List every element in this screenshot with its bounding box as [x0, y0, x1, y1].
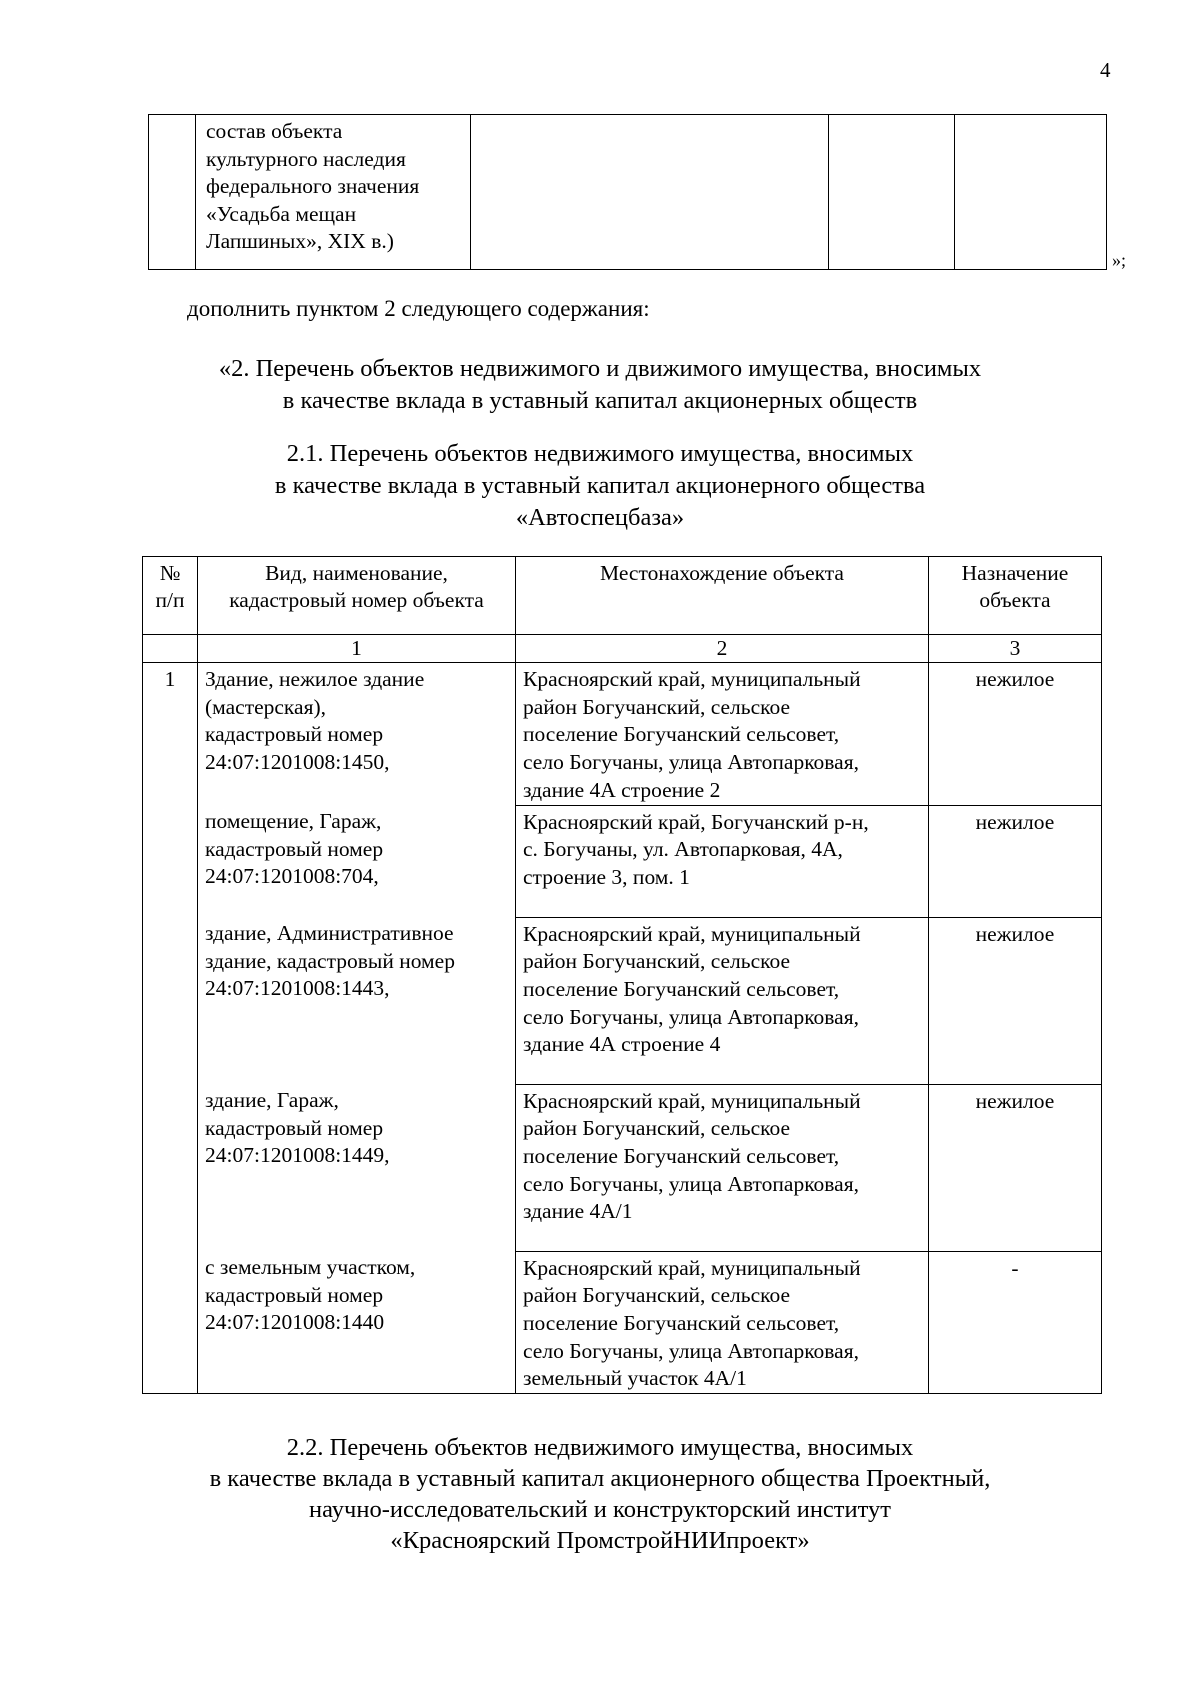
- property-table: [142, 556, 1102, 1394]
- object-purpose-1: нежилое: [929, 663, 1102, 806]
- heading-section-2-2: 2.2. Перечень объектов недвижимого имущества, вносимых в качестве вклада в уставный капитал акционерного общества Проектный, научно-исследовательский и конструкторский институт «Красноярский ПромстройНИИпроект»: [209, 1434, 991, 1554]
- continuation-cell-num: [149, 115, 196, 270]
- column-number-row: [143, 635, 1102, 663]
- object-name-1: Здание, нежилое здание (мастерская), кадастровый номер 24:07:1201008:1450,: [198, 663, 516, 806]
- closing-quote-mark: »;: [1112, 250, 1127, 270]
- column-number-empty: [143, 635, 198, 663]
- object-purpose-3: нежилое: [929, 917, 1102, 1084]
- object-location-4: Красноярский край, муниципальный район Богучанский, сельское поселение Богучанский сельсовет, село Богучаны, улица Автопарковая, здание 4А/1: [516, 1084, 929, 1251]
- amend-paragraph: дополнить пунктом 2 следующего содержания:: [187, 296, 650, 321]
- header-purpose: Назначение объекта: [929, 557, 1102, 635]
- table-row: [143, 805, 1102, 917]
- object-name-5: с земельным участком, кадастровый номер 24:07:1201008:1440: [198, 1251, 516, 1394]
- object-purpose-2: нежилое: [929, 805, 1102, 917]
- table-row: [143, 663, 1102, 806]
- continuation-table: [148, 114, 1107, 270]
- continuation-cell-location: [471, 115, 829, 270]
- header-name: Вид, наименование, кадастровый номер объекта: [198, 557, 516, 635]
- heading-section-2: «2. Перечень объектов недвижимого и движимого имущества, вносимых в качестве вклада в уставный капитал акционерных обществ: [218, 355, 982, 414]
- table-row: [143, 1084, 1102, 1251]
- column-number-3: 3: [929, 635, 1102, 663]
- object-name-2: помещение, Гараж, кадастровый номер 24:07:1201008:704,: [198, 805, 516, 917]
- header-location: Местонахождение объекта: [516, 557, 929, 635]
- table-row: [143, 917, 1102, 1084]
- table-row: [143, 1251, 1102, 1394]
- table-header-row: [143, 557, 1102, 635]
- object-location-2: Красноярский край, Богучанский р-н, с. Богучаны, ул. Автопарковая, 4А, строение 3, пом. 1: [516, 805, 929, 917]
- object-purpose-5: -: [929, 1251, 1102, 1394]
- header-num: № п/п: [143, 557, 198, 635]
- object-location-3: Красноярский край, муниципальный район Богучанский, сельское поселение Богучанский сельсовет, село Богучаны, улица Автопарковая, здание 4А строение 4: [516, 917, 929, 1084]
- column-number-2: 2: [516, 635, 929, 663]
- object-name-4: здание, Гараж, кадастровый номер 24:07:1201008:1449,: [198, 1084, 516, 1251]
- continuation-cell-purpose: [829, 115, 955, 270]
- object-location-1: Красноярский край, муниципальный район Богучанский, сельское поселение Богучанский сельсовет, село Богучаны, улица Автопарковая, здание 4А строение 2: [516, 663, 929, 806]
- object-name-3: здание, Административное здание, кадастровый номер 24:07:1201008:1443,: [198, 917, 516, 1084]
- heading-section-2-1: 2.1. Перечень объектов недвижимого имущества, вносимых в качестве вклада в уставный капитал акционерного общества «Автоспецбаза»: [274, 440, 926, 531]
- continuation-description: состав объекта культурного наследия федерального значения «Усадьба мещан Лапшиных», XIX в.): [206, 119, 420, 253]
- continuation-cell-extra: [955, 115, 1107, 270]
- object-location-5: Красноярский край, муниципальный район Богучанский, сельское поселение Богучанский сельсовет, село Богучаны, улица Автопарковая, земельный участок 4А/1: [516, 1251, 929, 1394]
- continuation-cell-name: [196, 115, 471, 270]
- row-number: 1: [143, 663, 198, 1394]
- column-number-1: 1: [198, 635, 516, 663]
- page-number: 4: [1100, 58, 1111, 82]
- object-purpose-4: нежилое: [929, 1084, 1102, 1251]
